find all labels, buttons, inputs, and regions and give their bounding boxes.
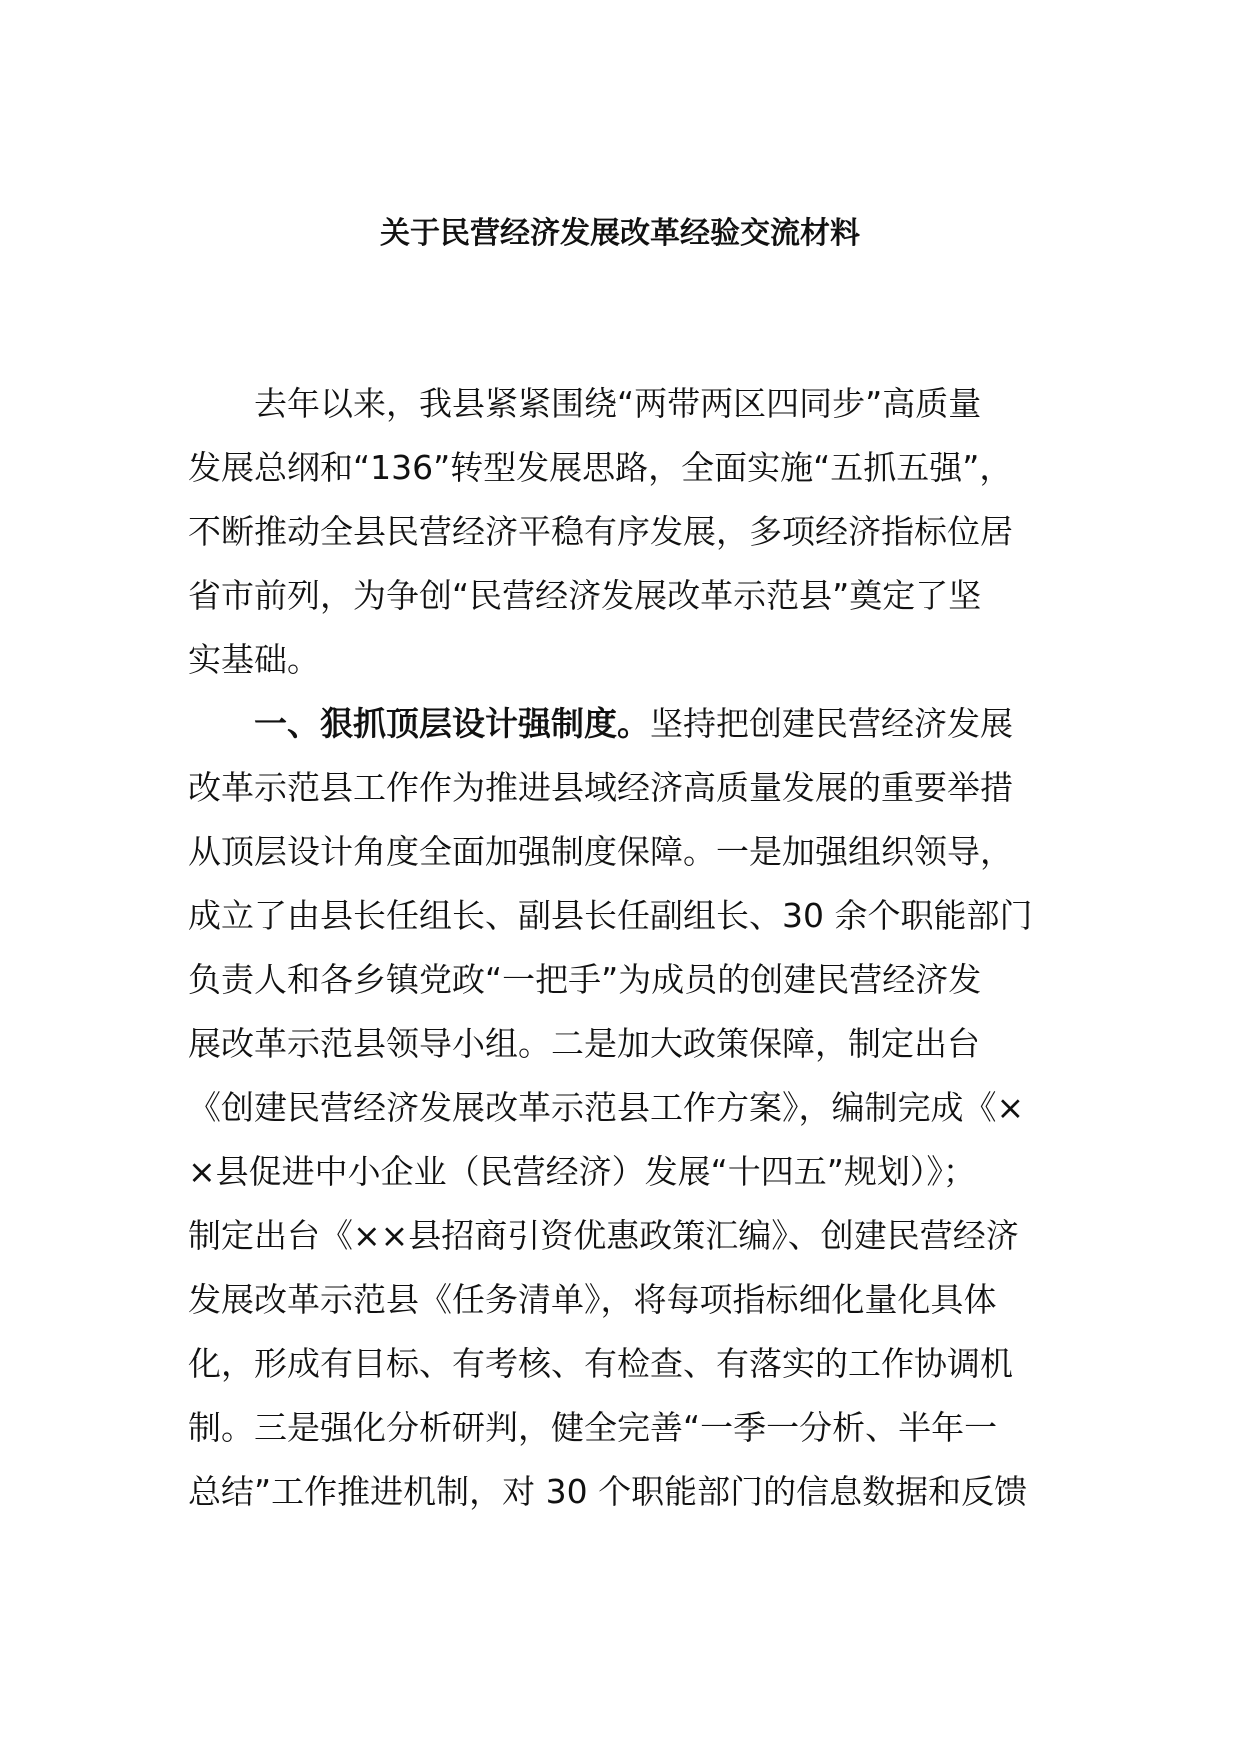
paragraph-line: 省市前列，为争创“民营经济发展改革示范县”奠定了坚 [188,576,982,615]
paragraph-line: 总结”工作推进机制，对 30 个职能部门的信息数据和反馈 [188,1472,1028,1511]
paragraph-line: 去年以来，我县紧紧围绕“两带两区四同步”高质量 [254,384,982,423]
paragraph-line: 发展改革示范县《任务清单》，将每项指标细化量化具体 [188,1280,997,1319]
paragraph-line: 不断推动全县民营经济平稳有序发展，多项经济指标位居 [188,512,1013,551]
paragraph-line: 展改革示范县领导小组。二是加大政策保障，制定出台 [188,1024,980,1063]
document-body [188,372,1058,1524]
document-title: 关于民营经济发展改革经验交流材料 [380,216,860,251]
paragraph-line: 制定出台《××县招商引资优惠政策汇编》、创建民营经济 [188,1216,1019,1255]
paragraph-line: 改革示范县工作作为推进县域经济高质量发展的重要举措 [188,768,1013,807]
paragraph-line: 负责人和各乡镇党政“一把手”为成员的创建民营经济发 [188,960,982,999]
paragraph-line: ×县促进中小企业（民营经济）发展“十四五”规划）》； [188,1152,976,1191]
paragraph-line: 发展总纲和“136”转型发展思路，全面实施“五抓五强”， [188,448,1013,487]
section-heading-line [188,692,1058,756]
paragraph-line: 《创建民营经济发展改革示范县工作方案》，编制完成《× [188,1088,1025,1127]
paragraph-line: 从顶层设计角度全面加强制度保障。一是加强组织领导， [188,832,1013,871]
section-heading-rest: 坚持把创建民营经济发展 [650,704,1013,743]
paragraph-line: 制。三是强化分析研判，健全完善“一季一分析、半年一 [188,1408,998,1447]
section-heading: 一、狠抓顶层设计强制度。 [254,704,650,743]
paragraph-line: 成立了由县长任组长、副县长任副组长、30 余个职能部门 [188,896,1033,935]
paragraph-line: 化，形成有目标、有考核、有检查、有落实的工作协调机 [188,1344,1013,1383]
paragraph-line: 实基础。 [188,640,320,679]
